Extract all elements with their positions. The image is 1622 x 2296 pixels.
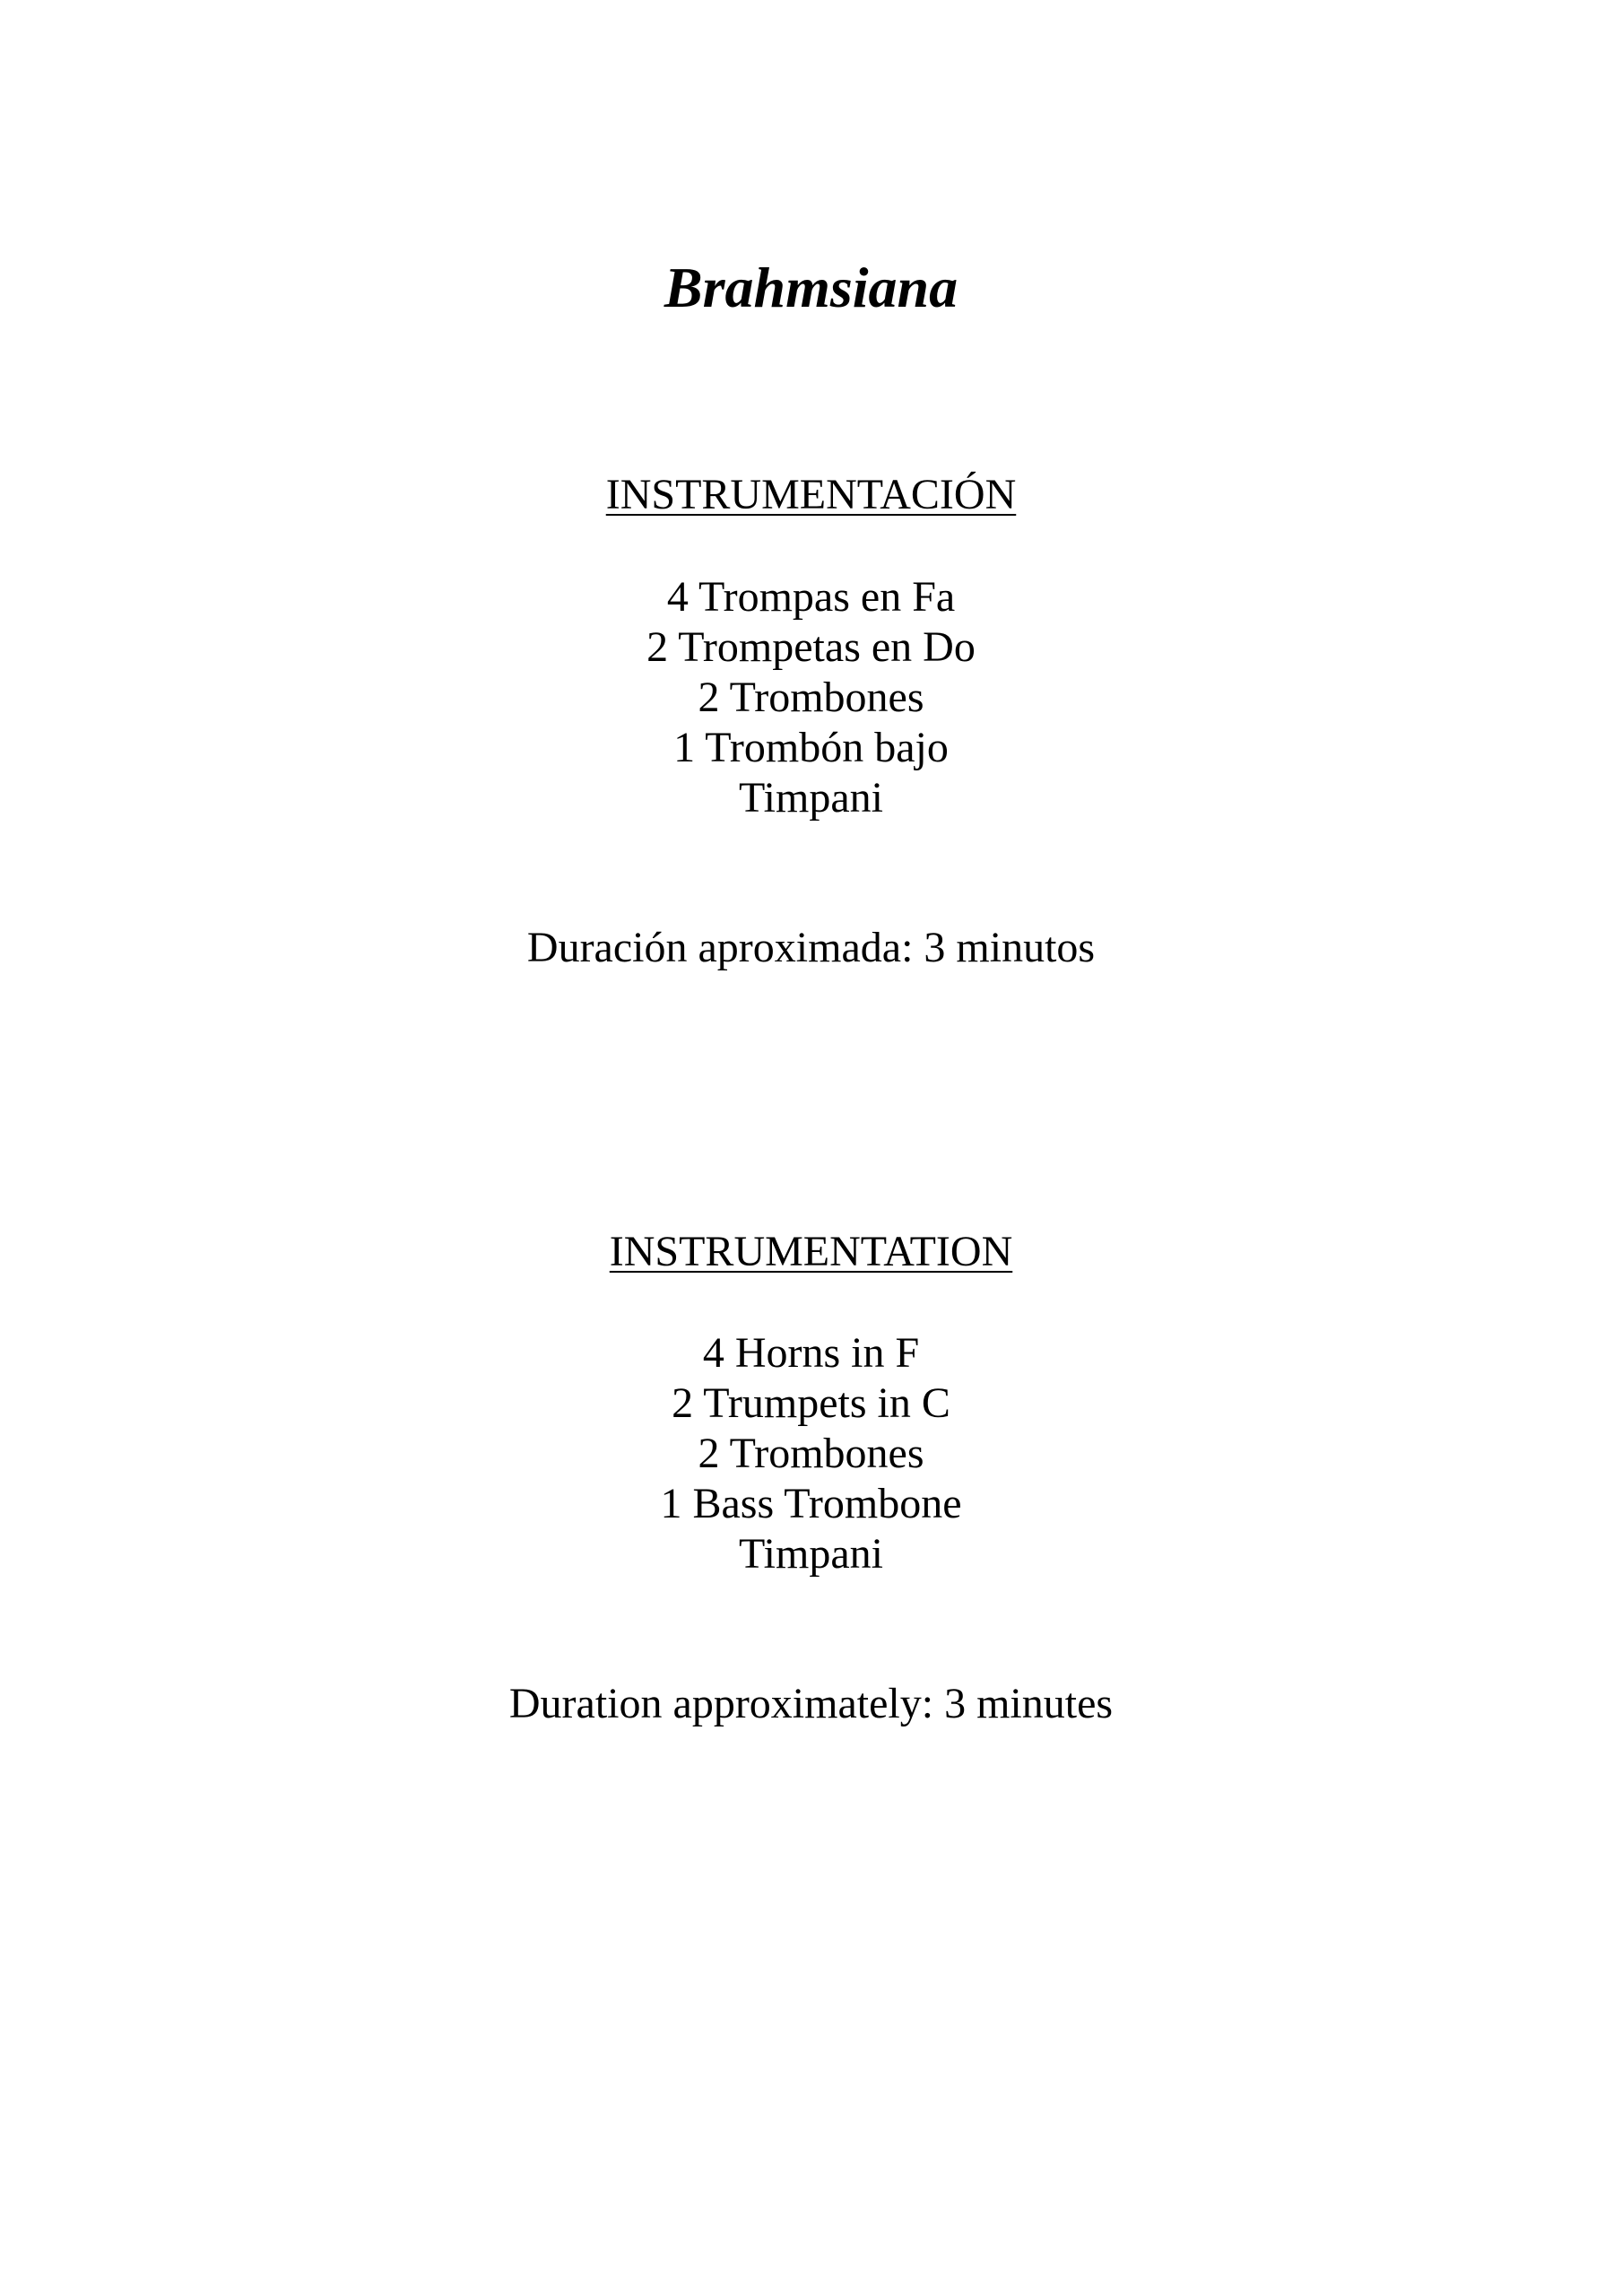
instrument-item: 2 Trompetas en Do xyxy=(646,623,976,671)
english-heading-text: INSTRUMENTATION xyxy=(609,1228,1013,1275)
instrument-item: 1 Bass Trombone xyxy=(660,1480,962,1527)
instrument-item: Timpani xyxy=(739,1530,883,1578)
instrument-item: Timpani xyxy=(739,774,883,822)
spanish-instrumentation-heading xyxy=(0,470,1622,520)
instrument-item: 2 Trumpets in C xyxy=(672,1379,950,1427)
instrument-item: 2 Trombones xyxy=(698,1430,924,1477)
english-instrumentation-heading xyxy=(0,1227,1622,1277)
spanish-heading-text: INSTRUMENTACIÓN xyxy=(605,471,1017,518)
instrument-item: 2 Trombones xyxy=(698,674,924,721)
spanish-duration: Duración aproximada: 3 minutos xyxy=(526,924,1096,971)
instrument-item: 4 Horns in F xyxy=(702,1329,920,1377)
instrument-item: 4 Trompas en Fa xyxy=(666,573,956,621)
english-instrument-list xyxy=(0,1328,1622,1579)
instrument-item: 1 Trombón bajo xyxy=(673,724,949,771)
english-duration: Duration approximately: 3 minutes xyxy=(508,1680,1114,1727)
spanish-instrument-list xyxy=(0,572,1622,823)
document-title: Brahmsiana xyxy=(664,256,958,319)
